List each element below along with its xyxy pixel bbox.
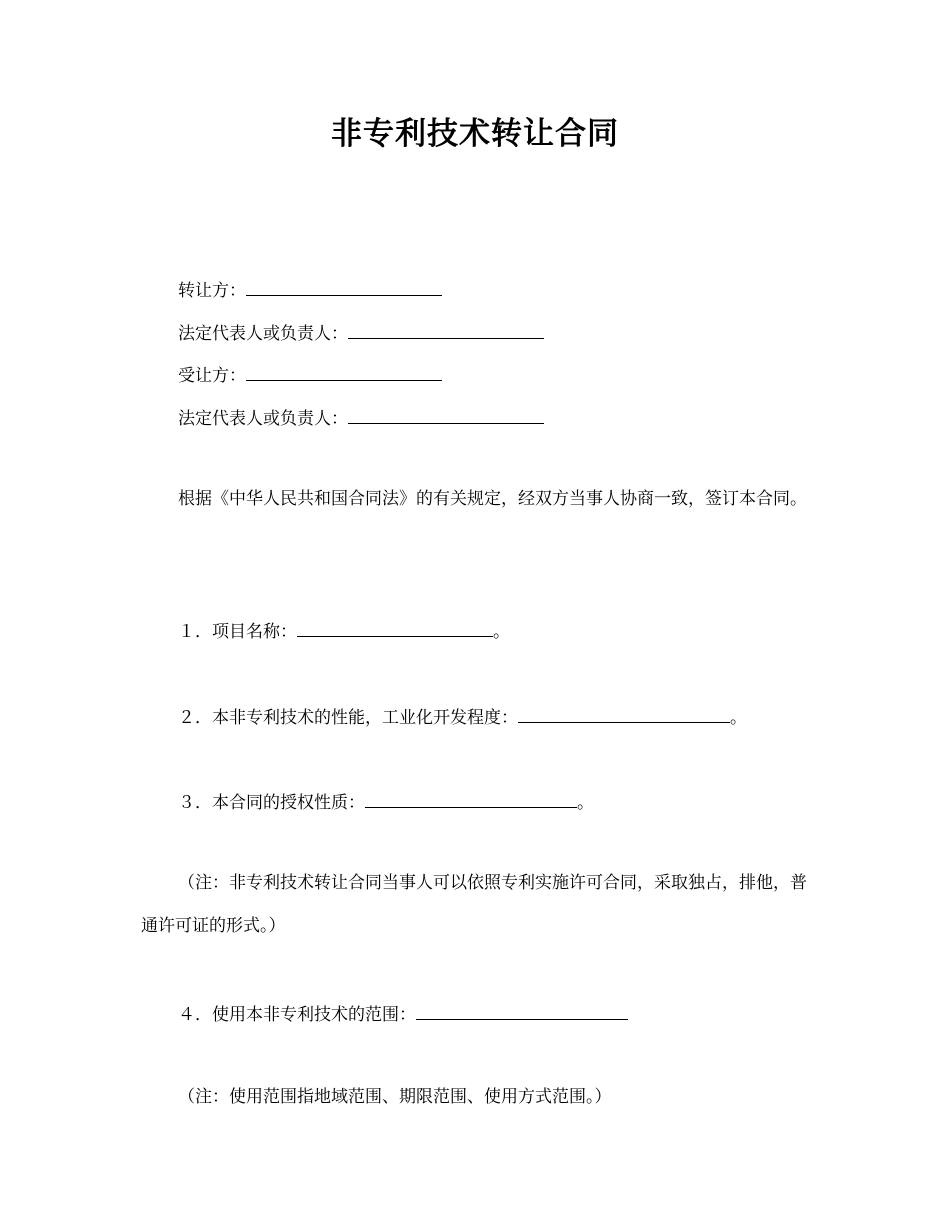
transferor-line [178,276,442,303]
clause-1 [178,617,510,644]
transferee-rep-blank[interactable] [348,404,544,424]
clause-1-label: １．项目名称： [178,622,297,642]
transferee-rep-label: 法定代表人或负责人： [178,409,348,429]
clause-3-label: ３．本合同的授权性质： [178,793,365,813]
transferor-blank[interactable] [246,276,442,296]
transferor-rep-blank[interactable] [348,319,544,339]
transferor-rep-label: 法定代表人或负责人： [178,324,348,344]
clause-1-blank[interactable] [297,617,493,637]
clause-3 [178,788,594,815]
transferee-line [178,361,442,388]
clause-3-end: 。 [577,793,594,813]
transferor-rep-line [178,319,544,346]
clause-4-blank[interactable] [416,1000,628,1020]
preamble-text: 根据《中华人民共和国合同法》的有关规定，经双方当事人协商一致，签订本合同。 [178,489,807,509]
transferee-label: 受让方： [178,366,246,386]
clause-4-label: ４．使用本非专利技术的范围： [178,1005,416,1025]
note-2 [178,1085,612,1109]
transferor-label: 转让方： [178,281,246,301]
transferee-rep-line [178,404,544,431]
clause-2 [178,703,747,730]
clause-2-blank[interactable] [518,703,730,723]
clause-2-label: ２．本非专利技术的性能，工业化开发程度： [178,708,518,728]
transferee-blank[interactable] [246,361,442,381]
document-title: 非专利技术转让合同 [331,116,619,152]
clause-2-end: 。 [730,708,747,728]
note-1-paragraph [141,862,813,948]
note-2-text: （注：使用范围指地域范围、期限范围、使用方式范围。） [178,1087,612,1107]
clause-1-end: 。 [493,622,510,642]
preamble-paragraph [141,478,813,521]
clause-4 [178,1000,628,1027]
note-1-text: （注：非专利技术转让合同当事人可以依照专利实施许可合同，采取独占，排他，普通许可证的形式。） [141,873,807,936]
clause-3-blank[interactable] [365,788,577,808]
